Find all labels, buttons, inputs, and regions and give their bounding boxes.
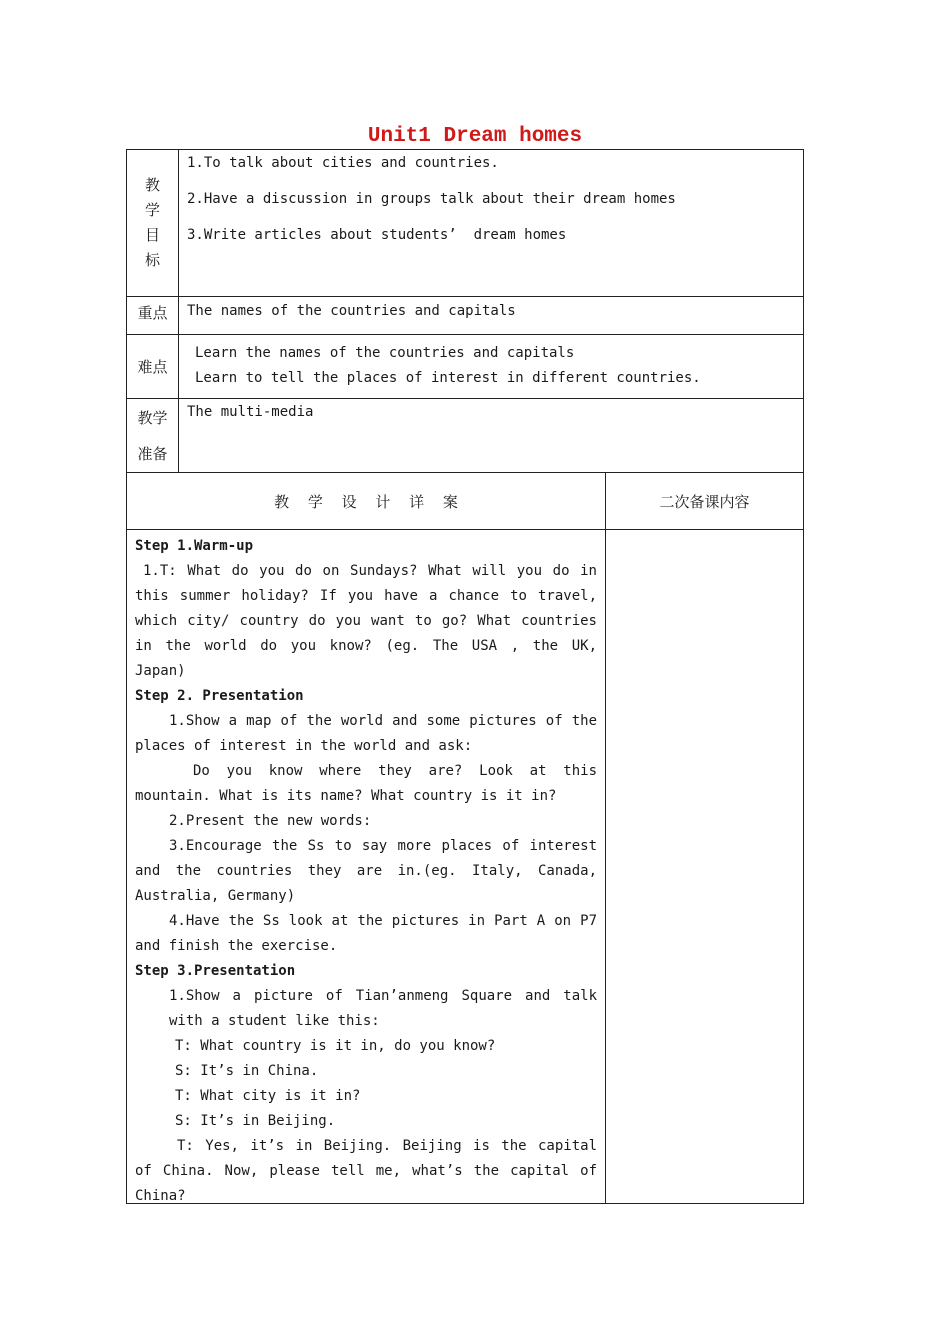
dialogue-line: T: Yes, it’s in Beijing. Beijing is the capital of China. Now, please tell me, what’s the capital of China? — [135, 1138, 597, 1204]
step-title: Step 1.Warm-up — [135, 538, 254, 554]
objective-item: 2.Have a discussion in groups talk about their dream homes — [187, 191, 676, 207]
key-points-label: 重点 — [127, 297, 179, 334]
step-title: Step 3.Presentation — [135, 963, 296, 979]
objectives-content — [179, 150, 803, 296]
step-paragraph: 1.Show a picture of Tian’anmeng Square and talk with a student like this: — [169, 988, 597, 1029]
difficulty-item: Learn the names of the countries and capitals — [195, 345, 575, 361]
key-points-text: The names of the countries and capitals — [187, 303, 516, 319]
difficulties-row — [127, 335, 803, 399]
key-points-content — [179, 297, 803, 334]
objectives-label-char: 学 — [144, 201, 160, 219]
dialogue-line: S: It’s in Beijing. — [175, 1113, 336, 1129]
lesson-plan-table — [126, 149, 804, 1204]
objectives-label-char: 教 — [144, 176, 160, 194]
preparation-text: The multi-media — [187, 404, 314, 420]
step-paragraph: 3.Encourage the Ss to say more places of interest and the countries they are in.(eg. Italy, Canada, Australia, Germany) — [135, 838, 597, 904]
design-header-right: 二次备课内容 — [659, 492, 750, 511]
step-paragraph: 1.Show a map of the world and some pictures of the places of interest in the world and ask: — [135, 713, 597, 754]
difficulty-item: Learn to tell the places of interest in different countries. — [195, 370, 701, 386]
dialogue-line: T: What country is it in, do you know? — [175, 1038, 496, 1054]
objectives-row — [127, 150, 803, 297]
page-title: Unit1 Dream homes — [367, 125, 583, 148]
preparation-label-line: 准备 — [137, 444, 168, 463]
design-detail-column — [127, 530, 606, 1203]
step-paragraph: 2.Present the new words: — [169, 813, 372, 829]
preparation-content — [179, 399, 803, 472]
preparation-label — [127, 399, 179, 472]
difficulties-label: 难点 — [127, 335, 179, 398]
objective-item: 3.Write articles about students’ dream homes — [187, 227, 567, 243]
preparation-row — [127, 399, 803, 473]
objectives-label-char: 标 — [144, 251, 160, 269]
objective-item: 1.To talk about cities and countries. — [187, 155, 499, 171]
design-body-row — [127, 530, 803, 1203]
step-paragraph: 4.Have the Ss look at the pictures in Part A on P7 and finish the exercise. — [135, 913, 597, 954]
objectives-label-char: 目 — [144, 226, 160, 244]
difficulties-content — [179, 335, 803, 398]
step-paragraph: 1.T: What do you do on Sundays? What will you do in this summer holiday? If you have a chance to travel, which city/ country do you want to go? What countries in the world do you know? (eg. The USA , the UK, Japan) — [135, 563, 597, 679]
key-points-row — [127, 297, 803, 335]
step-title: Step 2. Presentation — [135, 688, 304, 704]
design-header-row — [127, 473, 803, 530]
objectives-label — [127, 150, 179, 296]
preparation-label-line: 教学 — [137, 408, 168, 427]
dialogue-line: T: What city is it in? — [175, 1088, 361, 1104]
design-header-left: 教 学 设 计 详 案 — [127, 473, 606, 529]
step-paragraph: Do you know where they are? Look at this mountain. What is its name? What country is it in? — [135, 763, 597, 804]
dialogue-line: S: It’s in China. — [175, 1063, 319, 1079]
secondary-notes-column — [606, 530, 803, 1203]
